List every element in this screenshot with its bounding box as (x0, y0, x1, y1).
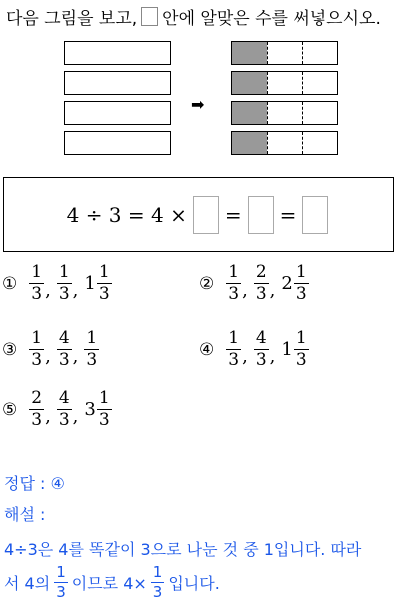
figure-right-rect (231, 71, 338, 95)
fraction: $\frac{1}{3}$ (228, 262, 240, 304)
equation (4, 196, 393, 234)
whole-number: 1 (281, 339, 293, 360)
equation-lhs: 4 ÷ 3 = 4 × (66, 203, 187, 227)
choice-3[interactable]: ③ $\frac{1}{3}$ , $\frac{4}{3}$ , $\frac{1}{3}$ (2, 328, 98, 370)
figure-left-rect (64, 71, 171, 95)
question-text-after: 안에 알맞은 수를 써넣으시오. (162, 9, 381, 29)
dashed-divider (267, 102, 268, 124)
fraction: $\frac{1}{3}$ (228, 328, 240, 370)
shaded-part (232, 72, 267, 94)
dashed-divider (302, 42, 303, 64)
choice-marker: ③ (2, 339, 18, 360)
fraction: $\frac{4}{3}$ (255, 328, 267, 370)
figure-right-rect (231, 131, 338, 155)
shaded-part (232, 102, 267, 124)
figure-right-rect (231, 101, 338, 125)
choice-5[interactable]: ⑤ $\frac{2}{3}$ , $\frac{4}{3}$ , 3 $\frac{1}{3}$ (2, 388, 110, 430)
figure-left-rect (64, 41, 171, 65)
question-text (6, 4, 381, 29)
fraction: $\frac{1}{3}$ (98, 388, 110, 430)
figure-right-rect (231, 41, 338, 65)
equals-sign: = (224, 203, 242, 227)
shaded-part (232, 132, 267, 154)
explanation-line-1: 4÷3은 4를 똑같이 3으로 나눈 것 중 1입니다. 따라 (4, 540, 362, 559)
equals-sign: = (279, 203, 297, 227)
fraction: $\frac{1}{3}$ (31, 328, 43, 370)
choice-2[interactable]: ② $\frac{1}{3}$ , $\frac{2}{3}$ , 2 $\frac{1}{3}$ (199, 262, 307, 304)
choice-marker: ① (2, 273, 18, 294)
explanation-line-2: 서 4의 $\frac{1}{3}$ 이므로 4× $\frac{1}{3}$ 입니다. (4, 563, 220, 601)
dashed-divider (302, 132, 303, 154)
whole-number: 1 (84, 273, 96, 294)
dashed-divider (267, 72, 268, 94)
fraction: $\frac{1}{3}$ (152, 563, 163, 601)
figure-left-rect (64, 131, 171, 155)
fraction: $\frac{1}{3}$ (98, 262, 110, 304)
choice-marker: ④ (199, 339, 215, 360)
fraction: $\frac{4}{3}$ (58, 388, 70, 430)
dashed-divider (302, 102, 303, 124)
fraction: $\frac{1}{3}$ (295, 262, 307, 304)
choice-marker: ② (199, 273, 215, 294)
whole-number: 3 (84, 399, 96, 420)
dashed-divider (302, 72, 303, 94)
fraction: $\frac{1}{3}$ (58, 262, 70, 304)
equation-box (3, 177, 394, 252)
fraction: $\frac{1}{3}$ (86, 328, 98, 370)
shaded-part (232, 42, 267, 64)
equation-blank-2[interactable] (248, 196, 274, 234)
choice-4[interactable]: ④ $\frac{1}{3}$ , $\frac{4}{3}$ , 1 $\frac{1}{3}$ (199, 328, 307, 370)
question-text-before: 다음 그림을 보고, (6, 9, 138, 29)
figure-left-rect (64, 101, 171, 125)
fraction: $\frac{1}{3}$ (295, 328, 307, 370)
choice-1[interactable]: ① $\frac{1}{3}$ , $\frac{1}{3}$ , 1 $\frac{1}{3}$ (2, 262, 110, 304)
equation-blank-1[interactable] (193, 196, 219, 234)
fraction: $\frac{1}{3}$ (56, 563, 66, 601)
fraction: $\frac{2}{3}$ (31, 388, 43, 430)
dashed-divider (267, 132, 268, 154)
right-arrow-icon: ➡ (191, 95, 205, 114)
fraction: $\frac{1}{3}$ (31, 262, 43, 304)
fraction: $\frac{4}{3}$ (58, 328, 70, 370)
explanation-label: 해설 : (4, 505, 46, 524)
equation-blank-3[interactable] (302, 196, 328, 234)
answer-label: 정답 : ④ (4, 474, 65, 493)
choice-marker: ⑤ (2, 399, 18, 420)
answer-blank-box (141, 7, 158, 26)
fraction: $\frac{2}{3}$ (255, 262, 267, 304)
whole-number: 2 (281, 273, 293, 294)
dashed-divider (267, 42, 268, 64)
